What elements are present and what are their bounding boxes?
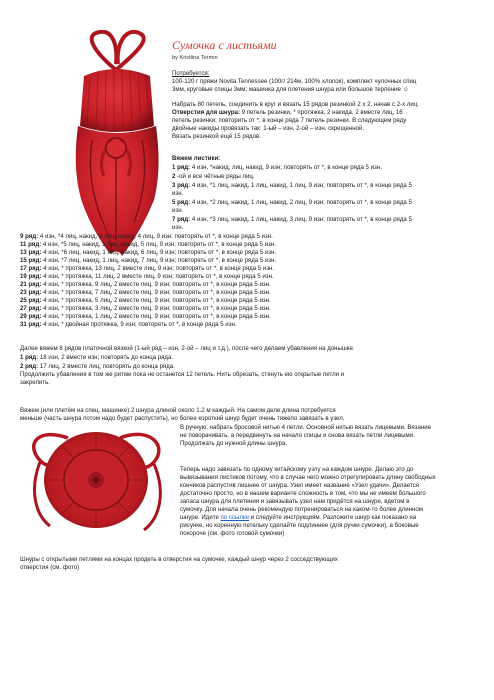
after-rest: 17 лиц, 2 вместе лиц; повторять до конца ряда. bbox=[38, 363, 175, 370]
after-line: Продолжить убавления в том же ритме пока не останется 12 петель. Нить обрезать, стянуть ею открытые петли и bbox=[20, 371, 345, 378]
knot-text: и следуйте инструкциям. Разложите шнур как показано на bbox=[249, 514, 417, 521]
intro-line: петель резинки; повторить от *, в конце ряда 7 петель резинки. В следующем ряду bbox=[172, 117, 407, 124]
intro-line: Вязать резинкой ещё 15 рядов. bbox=[172, 133, 261, 140]
row-label: 29 ряд: bbox=[20, 313, 42, 320]
leaf-row bbox=[20, 273, 274, 281]
leaf-row bbox=[20, 249, 276, 257]
bag-photo-bottom bbox=[20, 418, 176, 546]
after-bold: 1 ряд: bbox=[20, 354, 39, 361]
knot-line: вывязывания листиков потому, что в случае чего можно отрегулировать длину свободных bbox=[180, 474, 436, 481]
intro-line bbox=[172, 109, 403, 117]
instructions-link[interactable]: по ссылке bbox=[220, 514, 250, 521]
final-line: Шнуры с открытыми петлями на концах продеть в отверстия на сумочке, каждый шнур через 2 сосседствующих bbox=[20, 556, 338, 563]
leaf-row bbox=[172, 224, 183, 232]
leaf-row bbox=[20, 297, 271, 305]
byline: by Kristiina Termin bbox=[172, 55, 218, 61]
row-text: изн. bbox=[172, 224, 184, 231]
knot-line: кончиков распустив лишнее от шнура. Узел имеет название «Узел удачи». Делается bbox=[180, 482, 420, 489]
knot-line: Теперь надо завязать по одному китайскому узлу на каждом шнуре. Делаю это до bbox=[180, 466, 414, 473]
row-text: 4 изн, *5 лиц, накид, 1 лиц, накид, 5 лиц, 9 изн; повторять от *, в конце ряда 5 изн. bbox=[41, 241, 276, 248]
intro-bold: Отверстия для шнура: bbox=[172, 109, 241, 116]
leaf-row bbox=[20, 265, 274, 273]
intro-line: двойные накиды провязать так: 1-ый – изн, 2-ой – изн. скрещенной. bbox=[172, 125, 365, 132]
row-text: 4 изн, * протяжка, 7 лиц, 2 вместе лиц, 9 изн; повторять от *, в конце ряда 5 изн. bbox=[41, 289, 271, 296]
after-line: Далее вяжем 8 рядов платочной вязкой (1-ый ряд – изн, 2-ой – лиц и т.д.), после чего делаем убавления на донышке. bbox=[20, 345, 355, 352]
row-text: изн. bbox=[172, 190, 184, 197]
leaf-row bbox=[172, 199, 412, 207]
row-text: 4 изн, *накид, лиц, накид, 9 изн; повторять от *, в конце ряда 5 изн. bbox=[190, 164, 382, 171]
row-label: 9 ряд: bbox=[20, 233, 39, 240]
row-text: 4 изн, * протяжка, 3 лиц, 2 вместе лиц, 9 изн; повторять от *, в конце ряда 5 изн. bbox=[41, 305, 271, 312]
knot-text: шнуре. Идите bbox=[180, 514, 221, 521]
row-label: 25 ряд: bbox=[20, 297, 42, 304]
after-line bbox=[20, 363, 175, 371]
after-rest: 18 изн, 2 вместе изн; повторять до конца ряда. bbox=[38, 354, 174, 361]
after-line bbox=[20, 354, 173, 362]
cord-line: не поворачивать, а передвинуть на начало спицы и снова вязать петли лицевыми. bbox=[180, 432, 415, 439]
row-text: 4 изн, *4 лиц, накид, 1 лиц, накид, 4 лиц, 9 изн; повторять от *, в конце ряда 5 изн. bbox=[38, 233, 273, 240]
row-label: 15 ряд: bbox=[20, 257, 42, 264]
cord-line: Вяжем (или плетём на спец. машинке) 2 шнура длиной около 1.2 м каждый. На самом деле длина потребуется bbox=[20, 407, 336, 414]
row-label: 13 ряд: bbox=[20, 249, 42, 256]
cord-line: В ручную: набрать бросовой нитью 4 петли. Основной нитью вязать лицевыми. Вязание bbox=[180, 424, 432, 431]
page-title: Сумочка с листьями bbox=[172, 38, 277, 52]
bag-photo-top bbox=[62, 30, 170, 260]
materials-line: 100-120 г пряжи Novita Tennessee (100г/ 214м, 100% хлопок), комплект чулочных спиц bbox=[172, 78, 417, 85]
row-text: 4 изн, * протяжка, 1 лиц, 2 вместе лиц, 9 изн; повторять от *, в конце ряда 5 изн. bbox=[41, 313, 271, 320]
leaf-row bbox=[172, 207, 183, 215]
materials-heading: Потребуется: bbox=[172, 70, 210, 77]
leaf-row bbox=[172, 164, 382, 172]
leaf-row bbox=[20, 289, 271, 297]
knot-line: рисунке, но коренную петельку сделайте подлиннее (для ручки сумочки), а боковые bbox=[180, 522, 419, 529]
knot-line: запаса шнура для плетения и завязывать узел нам придётся на шнуре, вдетом в bbox=[180, 498, 410, 505]
materials-line: 3мм, круговые спицы 3мм; машинка для плетения шнура или большое терпение ☺ bbox=[172, 86, 409, 93]
row-text: 4 изн, *7 лиц, накид, 1 лиц, накид, 7 лиц, 9 изн; повторять от *, в конце ряда 5 изн. bbox=[41, 257, 277, 264]
final-line: отверстия (см. фото) bbox=[20, 564, 80, 571]
row-label: 27 ряд: bbox=[20, 305, 42, 312]
row-label: 1 ряд: bbox=[172, 164, 191, 171]
leaf-row bbox=[172, 182, 412, 190]
intro-rest: 9 петель резинки, * протяжка, 2 накида, 2 вместе лиц, 16 bbox=[240, 109, 403, 116]
cord-line: Продолжать до нужной длины шнура. bbox=[180, 440, 288, 447]
row-label: 21 ряд: bbox=[20, 281, 42, 288]
row-label: 19 ряд: bbox=[20, 273, 42, 280]
leaf-row bbox=[20, 321, 237, 329]
after-line: закрепить. bbox=[20, 379, 50, 386]
row-text: 4 изн, * протяжка, 5 лиц, 2 вместе лиц, 9 изн; повторять от *, в конце ряда 5 изн. bbox=[41, 297, 271, 304]
row-text: -ой и все чётные ряды лиц. bbox=[175, 173, 255, 180]
knot-line bbox=[180, 514, 416, 522]
row-label: 11 ряд: bbox=[20, 241, 42, 248]
row-text: 4 изн, * протяжка, 9 лиц, 2 вместе лиц, 9 изн; повторять от *, в конце ряда 5 изн. bbox=[41, 281, 271, 288]
row-text: 4 изн, *3 лиц, накид, 1 лиц, накид, 3 лиц, 9 изн; повторять от *, в конце ряда 5 bbox=[190, 216, 412, 223]
row-label: 23 ряд: bbox=[20, 289, 42, 296]
row-label: 7 ряд: bbox=[172, 216, 191, 223]
leaf-row bbox=[20, 241, 276, 249]
row-label: 5 ряд: bbox=[172, 199, 191, 206]
knot-line: сумочку. Для начала очень рекомендую потренироваться на каком-то более длинном bbox=[180, 506, 423, 513]
row-label: 17 ряд: bbox=[20, 265, 42, 272]
row-text: 4 изн, *1 лиц, накид, 1 лиц, накид, 1 лиц, 9 изн; повторять от *, в конце ряда 5 bbox=[190, 182, 412, 189]
leaf-row bbox=[20, 281, 271, 289]
row-label: 31 ряд: bbox=[20, 321, 42, 328]
leaf-row bbox=[20, 233, 273, 241]
row-label: 2 bbox=[172, 173, 176, 180]
leaf-row bbox=[20, 257, 276, 265]
row-text: 4 изн, *6 лиц, накид, 1 лиц, накид, 6 лиц, 9 изн; повторять от *, в конце ряда 5 изн. bbox=[41, 249, 277, 256]
row-label: 3 ряд: bbox=[172, 182, 191, 189]
leaf-row bbox=[20, 305, 271, 313]
leaves-heading: Вяжем листики: bbox=[172, 155, 221, 162]
knot-line: покороче (см. фото готовой сумочки) bbox=[180, 530, 285, 537]
leaf-row bbox=[172, 190, 183, 198]
leaf-row bbox=[20, 313, 271, 321]
leaf-row bbox=[172, 173, 255, 181]
row-text: изн. bbox=[172, 207, 184, 214]
knot-line: достаточно просто, но в нашем варианте сложность в том, что мы не имеем большого bbox=[180, 490, 426, 497]
row-text: 4 изн, * протяжка, 11 лиц, 2 вместе лиц, 9 изн; повторять от *, в конце ряда 5 изн. bbox=[41, 273, 274, 280]
row-text: 4 изн, *2 лиц, накид, 1 лиц, накид, 2 лиц, 9 изн; повторять от *, в конце ряда 5 bbox=[190, 199, 412, 206]
intro-line: Набрать 80 петель, соединить в круг и вязать 15 рядов резинкой 2 х 2, начав с 2-х лиц. bbox=[172, 101, 420, 108]
row-text: 4 изн, * протяжка, 13 лиц, 2 вместе лиц, 9 изн; повторять от *, в конце ряда 5 изн. bbox=[41, 265, 275, 272]
leaf-row bbox=[172, 216, 412, 224]
row-text: 4 изн, * двойная протяжка, 9 изн; повторять от *, в конце ряда 5 изн. bbox=[41, 321, 237, 328]
after-bold: 2 ряд: bbox=[20, 363, 39, 370]
cord-line: меньше (часть шнура потом надо будет распустить), но более короткий шнур будет очень тяжело завязать в узел. bbox=[20, 415, 345, 422]
